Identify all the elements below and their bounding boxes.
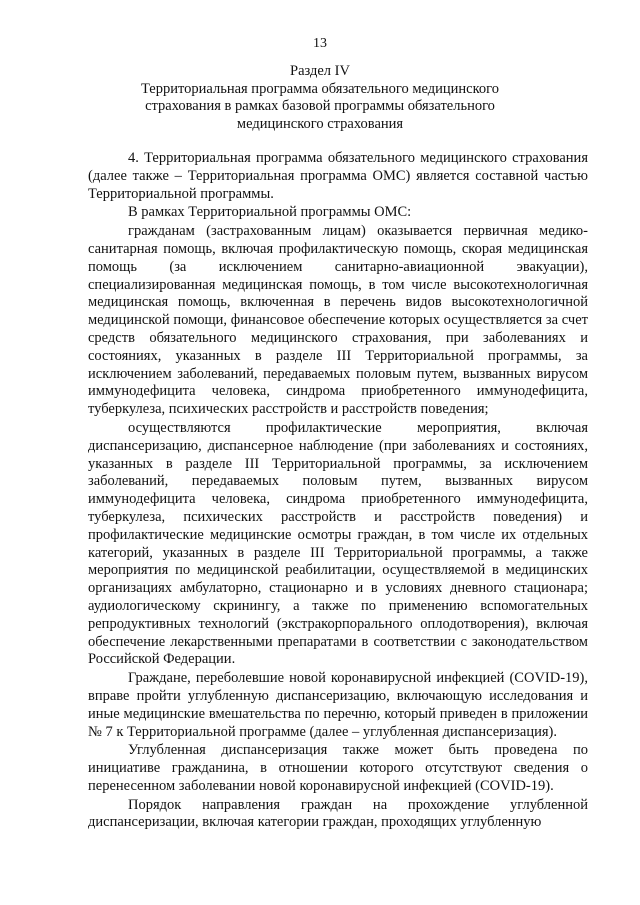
paragraph-initiative: Углубленная диспансеризация также может быть проведена по инициативе гражданина, в отношении которого отсутствуют сведения о перенесенном заболевании новой коронавирусной инфекцией (COVID-19). (88, 742, 588, 794)
document-body (88, 150, 588, 832)
paragraph-covid-dispensary: Граждане, переболевшие новой коронавирусной инфекцией (COVID-19), вправе пройти углубленную диспансеризацию, включающую исследования и иные медицинские вмешательства по перечню, который приведен в приложении № 7 к Территориальной программе (далее – углубленная диспансеризация). (88, 670, 588, 740)
paragraph-preventive-measures: осуществляются профилактические мероприятия, включая диспансеризацию, диспансерное наблюдение (при заболеваниях и состояниях, указанных в разделе III Территориальной программы, за исключением заболеваний, передаваемых половым путем, вызванных вирусом иммунодефицита человека, синдрома приобретенного иммунодефицита, туберкулеза, психических расстройств и расстройств поведения) и профилактические медицинские осмотры граждан, в том числе их отдельных категорий, указанных в разделе III Территориальной программы, а также мероприятия по медицинской реабилитации, осуществляемой в медицинских организациях амбулаторно, стационарно и в условиях дневного стационара; аудиологическому скринингу, а также по применению вспомогательных репродуктивных технологий (экстракорпорального оплодотворения), включая обеспечение лекарственными препаратами в соответствии с законодательством Российской Федерации. (88, 419, 588, 668)
section-label: Раздел IV (290, 63, 350, 79)
section-title-line-2: страхования в рамках базовой программы обязательного (145, 98, 495, 114)
paragraph-program-definition: 4. Территориальная программа обязательного медицинского страхования (далее также – Территориальная программа ОМС) является составной частью Территориальной программы. (88, 150, 588, 202)
page-number: 13 (313, 36, 327, 51)
section-title-line-3: медицинского страхования (236, 115, 404, 132)
section-title-line-1: Территориальная программа обязательного медицинского (141, 80, 499, 97)
paragraph-within-program: В рамках Территориальной программы ОМС: (128, 204, 412, 221)
section-header (118, 63, 522, 133)
paragraph-procedure: Порядок направления граждан на прохождение углубленной диспансеризации, включая категории граждан, проходящих углубленную (88, 796, 588, 831)
paragraph-medical-care: гражданам (застрахованным лицам) оказывается первичная медико-санитарная помощь, включая профилактическую помощь, скорая медицинская помощь (за исключением санитарно-авиационной эвакуации), специализированная медицинская помощь, в том числе высокотехнологичная медицинская помощь, включенная в перечень видов высокотехнологичной медицинской помощи, финансовое обеспечение которых осуществляется за счет средств обязательного медицинского страхования, при заболеваниях и состояниях, указанных в разделе III Территориальной программы, за исключением заболеваний, передаваемых половым путем, вызванных вирусом иммунодефицита человека, синдрома приобретенного иммунодефицита, туберкулеза, психических расстройств и расстройств поведения; (88, 223, 588, 418)
